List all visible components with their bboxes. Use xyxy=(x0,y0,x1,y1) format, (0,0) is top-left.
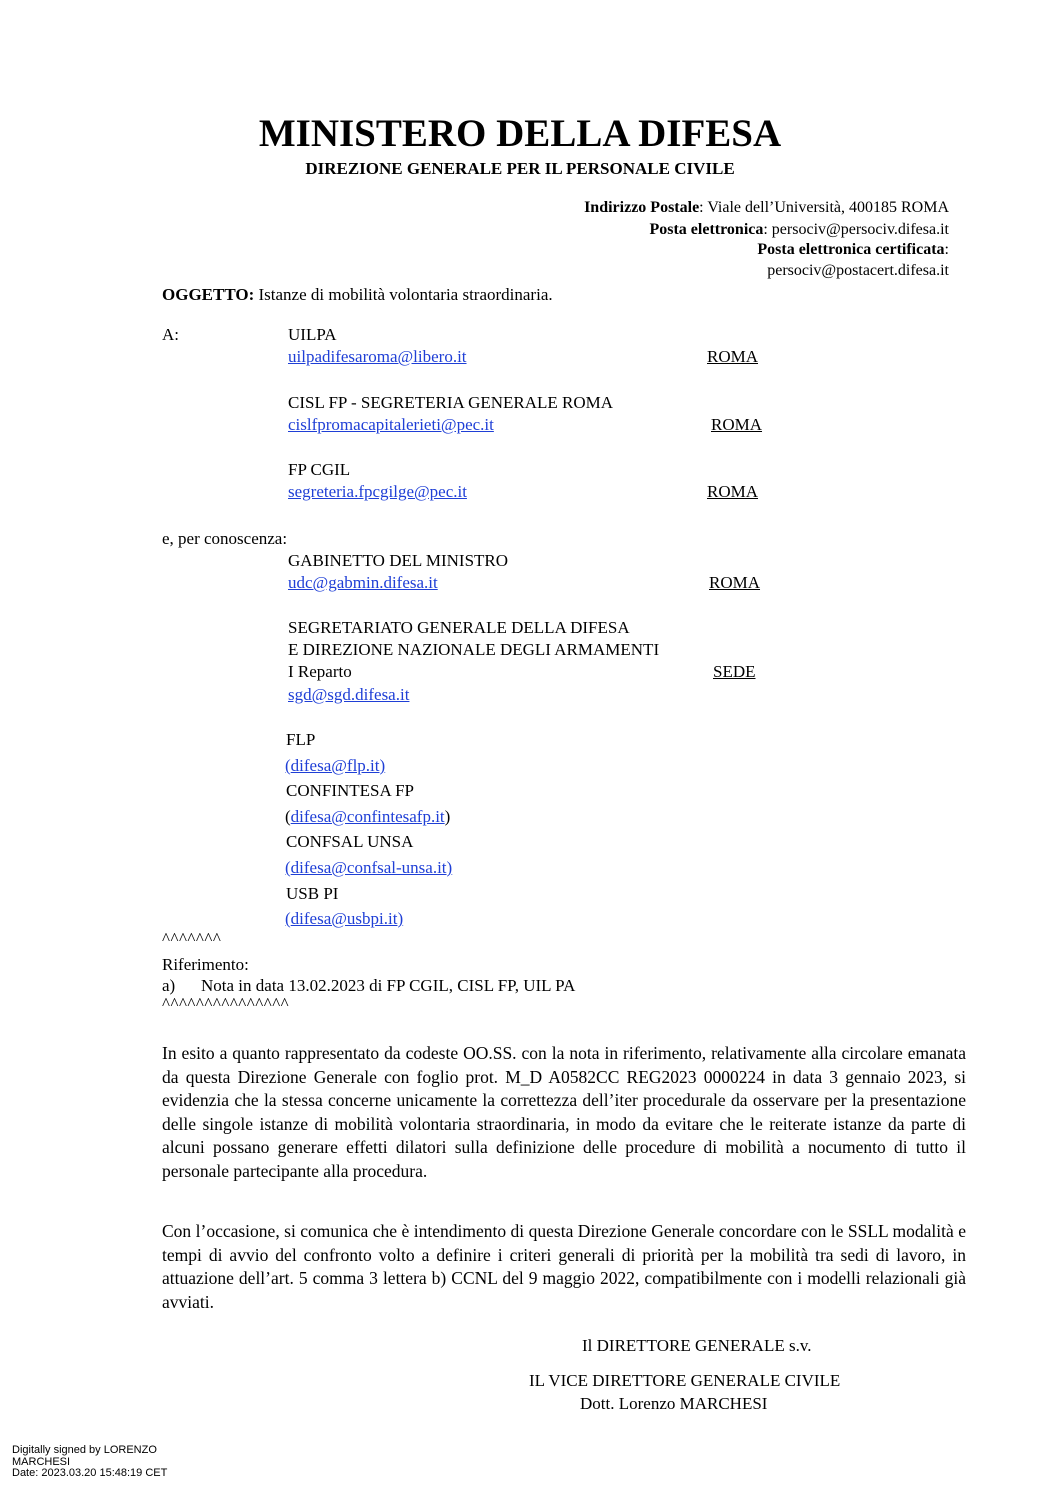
cc-email-link[interactable]: udc@gabmin.difesa.it xyxy=(288,573,438,592)
separator: ^^^^^^^ xyxy=(162,929,222,948)
union-name: CONFSAL UNSA xyxy=(286,832,414,851)
recipient-city: ROMA xyxy=(707,482,759,501)
email-address xyxy=(649,220,949,240)
postal-label: Indirizzo Postale xyxy=(584,199,700,216)
subject-text: Istanze di mobilità volontaria straordinaria. xyxy=(254,285,553,304)
cc-name: SEGRETARIATO GENERALE DELLA DIFESA xyxy=(288,618,630,637)
postal-address xyxy=(584,198,949,218)
digital-signature-line: MARCHESI xyxy=(12,1455,71,1468)
reference-marker: a) xyxy=(162,976,176,995)
union-email-link[interactable]: difesa@confintesafp.it xyxy=(290,807,445,826)
subject-label: OGGETTO: xyxy=(162,285,255,304)
cc-city: ROMA xyxy=(709,573,761,592)
recipient-name: FP CGIL xyxy=(288,460,351,479)
recipient-city: ROMA xyxy=(711,415,763,434)
pec-label: Posta elettronica certificata xyxy=(757,241,945,258)
subject-line xyxy=(162,284,553,305)
cc-name: GABINETTO DEL MINISTRO xyxy=(288,551,509,570)
email-label: Posta elettronica xyxy=(649,221,764,238)
pec-heading xyxy=(757,240,949,260)
recipient-name: CISL FP - SEGRETERIA GENERALE ROMA xyxy=(288,393,614,412)
recipient-name: UILPA xyxy=(288,325,337,344)
union-email xyxy=(285,755,385,776)
signature-title: IL VICE DIRETTORE GENERALE CIVILE xyxy=(529,1371,841,1390)
digital-signature xyxy=(12,1445,167,1480)
digital-signature-line: Digitally signed by LORENZO xyxy=(12,1444,157,1456)
union-email xyxy=(285,908,403,929)
pec-value: persociv@postacert.difesa.it xyxy=(767,262,949,279)
cc-email-link[interactable]: sgd@sgd.difesa.it xyxy=(288,685,410,704)
cc-city: SEDE xyxy=(713,662,756,681)
body-paragraph: In esito a quanto rappresentato da codeste OO.SS. con la nota in riferimento, relativamente alla circolare emanata da questa Direzione Generale con foglio prot. M_D A0582CC REG2023 0000224 in data 3 gennaio 2023, si evidenzia che la stessa concerne unicamente la correttezza dell’iter procedurale da osservare per la presentazione delle singole istanze di mobilità volontaria straordinaria, in modo da evitare che le reiterate istanze da parte di alcuni possano generare effetti dilatori sulla definizione delle procedure di mobilità a nocumento di tutto il personale partecipante alla procedura. xyxy=(162,1043,966,1181)
recipient-city: ROMA xyxy=(707,347,759,366)
postal-value: : Viale dell’Università, 400185 ROMA xyxy=(699,199,949,216)
cc-label: e, per conoscenza: xyxy=(162,529,288,548)
union-email xyxy=(285,857,452,878)
separator: ^^^^^^^^^^^^^^^ xyxy=(162,994,290,1013)
union-name: CONFINTESA FP xyxy=(286,781,415,800)
digital-signature-date: Date: 2023.03.20 15:48:19 CET xyxy=(12,1467,168,1479)
recipient-email-link[interactable]: cislfpromacapitalerieti@pec.it xyxy=(288,415,494,434)
union-email-link[interactable]: (difesa@usbpi.it) xyxy=(285,909,404,928)
email-value: : persociv@persociv.difesa.it xyxy=(763,221,949,238)
union-email: (difesa@confintesafp.it) xyxy=(285,807,451,826)
reference-label: Riferimento: xyxy=(162,955,249,974)
union-name: FLP xyxy=(286,730,316,749)
union-email-link[interactable]: (difesa@flp.it) xyxy=(285,756,386,775)
pec-colon: : xyxy=(944,241,949,258)
signature-name: Dott. Lorenzo MARCHESI xyxy=(580,1394,768,1413)
ministry-title: MINISTERO DELLA DIFESA xyxy=(258,112,782,155)
body-paragraph: Con l’occasione, si comunica che è intendimento di questa Direzione Generale concordare con le SSLL modalità e tempi di avvio del confronto volto a definire i criteri generali di priorità per la mobilità tra sedi di lavoro, in attuazione dell’art. 5 comma 3 lettera b) CCNL del 9 maggio 2022, compatibilmente con i modelli relazionali già avviati. xyxy=(162,1221,966,1312)
directorate-subtitle: DIREZIONE GENERALE PER IL PERSONALE CIVILE xyxy=(305,159,735,178)
union-name: USB PI xyxy=(286,884,339,903)
cc-name-line2: E DIREZIONE NAZIONALE DEGLI ARMAMENTI xyxy=(288,640,660,659)
recipient-email-link[interactable]: segreteria.fpcgilge@pec.it xyxy=(288,482,467,501)
to-label: A: xyxy=(162,325,179,344)
cc-department: I Reparto xyxy=(288,662,352,681)
recipient-email-link[interactable]: uilpadifesaroma@libero.it xyxy=(288,347,467,366)
reference-text: Nota in data 13.02.2023 di FP CGIL, CISL FP, UIL PA xyxy=(201,976,576,995)
signature-role: Il DIRETTORE GENERALE s.v. xyxy=(582,1336,812,1355)
union-email-link[interactable]: (difesa@confsal-unsa.it) xyxy=(285,858,453,877)
